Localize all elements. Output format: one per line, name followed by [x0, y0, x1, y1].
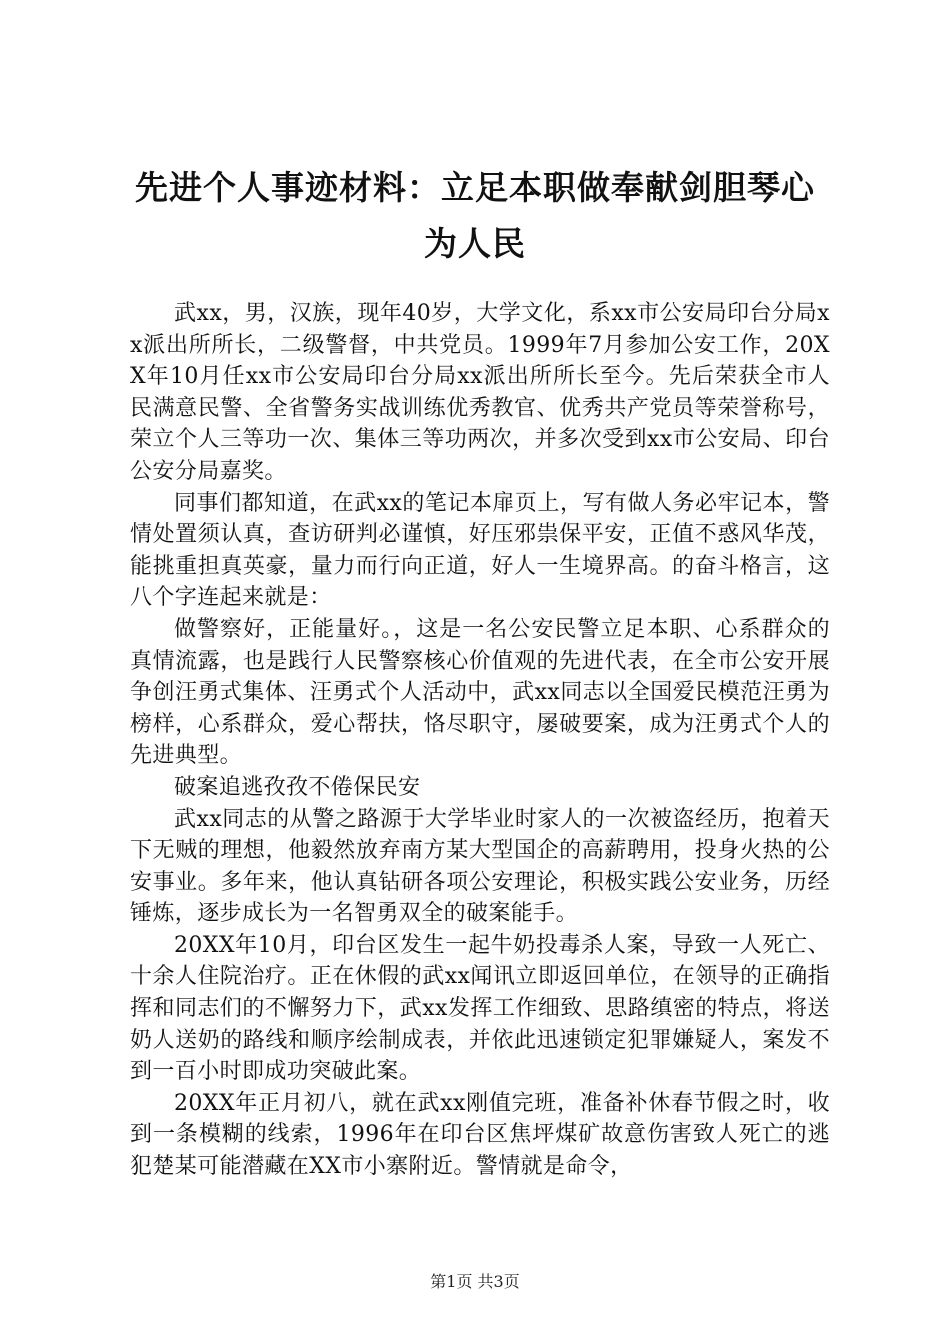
title-line-2: 为人民	[424, 224, 526, 263]
document-title	[110, 160, 840, 272]
document-body	[130, 298, 830, 1183]
title-line-1: 先进个人事迹材料：立足本职做奉献剑胆琴心	[135, 168, 815, 207]
paragraph-case-milk: 20XX年10月，印台区发生一起牛奶投毒杀人案，导致一人死亡、十余人住院治疗。正在休假的武xx闻讯立即返回单位，在领导的正确指挥和同志们的不懈努力下，武xx发挥工作细致、思路缜密的特点，将送奶人送奶的路线和顺序绘制成表，并依此迅速锁定犯罪嫌疑人，案发不到一百小时即成功突破此案。	[130, 932, 830, 1085]
paragraph-summary: 做警察好，正能量好。，这是一名公安民警立足本职、心系群众的真情流露，也是践行人民警察核心价值观的先进代表，在全市公安开展争创汪勇式集体、汪勇式个人活动中，武xx同志以全国爱民模范汪勇为榜样，心系群众，爱心帮扶，恪尽职守，屡破要案，成为汪勇式个人的先进典型。	[130, 616, 830, 769]
paragraph-case-fugitive: 20XX年正月初八，就在武xx刚值完班，准备补休春节假之时，收到一条模糊的线索，1996年在印台区焦坪煤矿故意伤害致人死亡的逃犯楚某可能潜藏在XX市小寨附近。警情就是命令，	[130, 1090, 830, 1180]
paragraph-motto: 同事们都知道，在武xx的笔记本扉页上，写有做人务必牢记本，警情处置须认真，查访研判必谨慎，好压邪祟保平安，正值不惑风华茂，能挑重担真英豪，量力而行向正道，好人一生境界高。的奋斗格言，这八个字连起来就是：	[130, 490, 830, 611]
paragraph-intro: 武xx，男，汉族，现年40岁，大学文化，系xx市公安局印台分局xx派出所所长，二级警督，中共党员。1999年7月参加公安工作，20XX年10月任xx市公安局印台分局xx派出所所长至今。先后荣获全市人民满意民警、全省警务实战训练优秀教官、优秀共产党员等荣誉称号，荣立个人三等功一次、集体三等功两次，并多次受到xx市公安局、印台公安分局嘉奖。	[130, 301, 830, 484]
page-footer: 第1页 共3页	[430, 1272, 520, 1291]
section-heading: 破案追逃孜孜不倦保民安	[174, 774, 421, 800]
paragraph-career: 武xx同志的从警之路源于大学毕业时家人的一次被盗经历，抱着天下无贼的理想，他毅然放弃南方某大型国企的高薪聘用，投身火热的公安事业。多年来，他认真钻研各项公安理论，积极实践公安业务，历经锤炼，逐步成长为一名智勇双全的破案能手。	[130, 806, 830, 927]
